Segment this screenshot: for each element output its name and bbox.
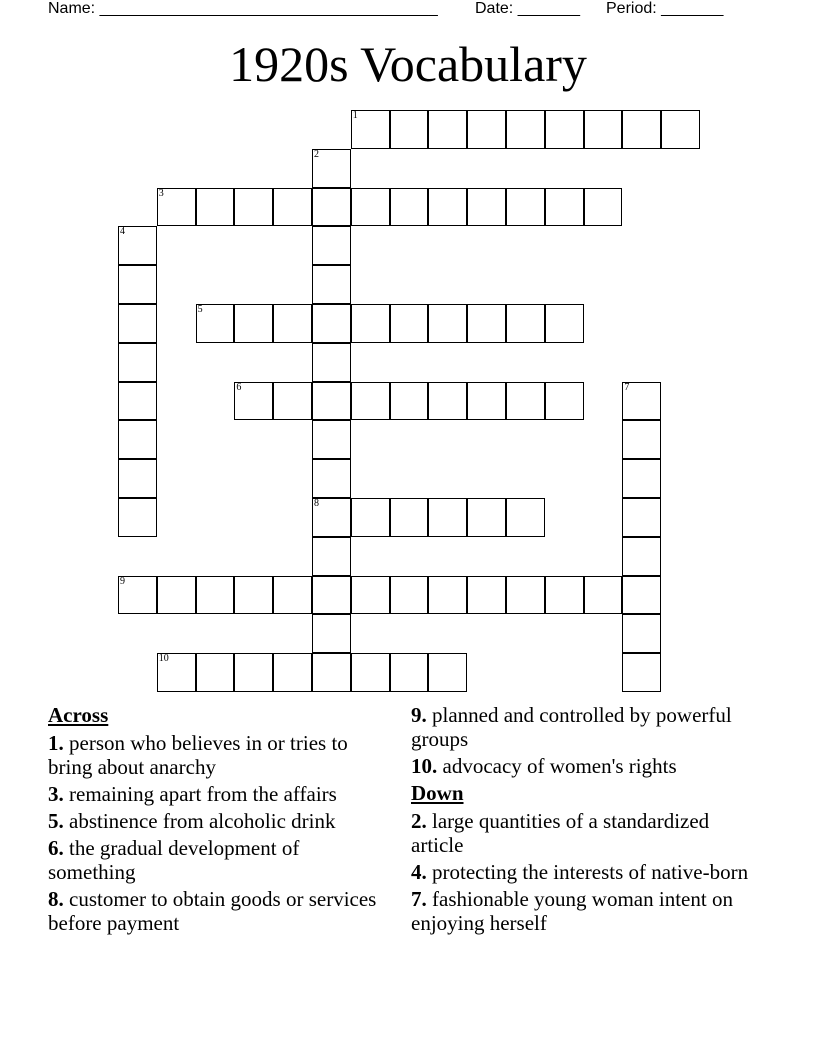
cell-number: 8: [314, 498, 319, 509]
crossword-cell[interactable]: [312, 265, 351, 304]
crossword-cell[interactable]: [428, 304, 467, 343]
crossword-cell[interactable]: [234, 304, 273, 343]
crossword-cell[interactable]: [157, 653, 196, 692]
crossword-cell[interactable]: [467, 188, 506, 227]
crossword-cell[interactable]: [273, 653, 312, 692]
down-heading: Down: [411, 781, 464, 805]
crossword-cell[interactable]: [390, 576, 429, 615]
crossword-cell[interactable]: [118, 382, 157, 421]
crossword-cell[interactable]: [312, 653, 351, 692]
clue-down-4: [411, 860, 751, 884]
cell-number: 9: [120, 575, 125, 587]
crossword-cell[interactable]: [273, 304, 312, 343]
crossword-cell[interactable]: [118, 459, 157, 498]
crossword-cell[interactable]: [351, 576, 390, 615]
clues-column-left: [48, 703, 388, 938]
crossword-cell[interactable]: [467, 382, 506, 421]
crossword-cell[interactable]: [428, 576, 467, 615]
crossword-cell[interactable]: [118, 576, 157, 615]
across-heading: Across: [48, 703, 109, 727]
crossword-cell[interactable]: [428, 110, 467, 149]
crossword-cell[interactable]: [506, 110, 545, 149]
clue-text: fashionable young woman intent on enjoying herself: [411, 887, 733, 935]
date-field-label: Date: _______: [475, 0, 580, 17]
crossword-cell[interactable]: [312, 614, 351, 653]
crossword-cell[interactable]: [467, 576, 506, 615]
clue-text: customer to obtain goods or services before payment: [48, 887, 377, 935]
clue-number: 2.: [411, 809, 427, 833]
crossword-cell[interactable]: [467, 498, 506, 537]
clue-down-2: [411, 809, 751, 857]
crossword-cell[interactable]: [351, 498, 390, 537]
crossword-cell[interactable]: [622, 537, 661, 576]
period-field-label: Period: _______: [606, 0, 724, 17]
crossword-cell[interactable]: [584, 110, 623, 149]
clue-number: 4.: [411, 860, 427, 884]
crossword-cell[interactable]: [312, 304, 351, 343]
crossword-cell[interactable]: [622, 498, 661, 537]
crossword-cell[interactable]: [118, 304, 157, 343]
clue-down-7: [411, 887, 751, 935]
clue-number: 3.: [48, 782, 64, 806]
crossword-cell[interactable]: [196, 304, 235, 343]
clue-number: 8.: [48, 887, 64, 911]
crossword-cell[interactable]: [545, 576, 584, 615]
crossword-cell[interactable]: [273, 188, 312, 227]
crossword-cell[interactable]: [622, 459, 661, 498]
clue-across-8: [48, 887, 388, 935]
crossword-cell[interactable]: [390, 110, 429, 149]
clue-number: 5.: [48, 809, 64, 833]
crossword-cell[interactable]: [506, 576, 545, 615]
crossword-cell[interactable]: [467, 110, 506, 149]
crossword-cell[interactable]: [545, 382, 584, 421]
crossword-cell[interactable]: [234, 653, 273, 692]
crossword-cell[interactable]: [312, 188, 351, 227]
crossword-cell[interactable]: [506, 188, 545, 227]
clue-text: advocacy of women's rights: [442, 754, 677, 778]
crossword-cell[interactable]: [312, 459, 351, 498]
crossword-cell[interactable]: [545, 110, 584, 149]
cell-number: 3: [158, 187, 164, 199]
crossword-cell[interactable]: [157, 188, 196, 227]
clue-number: 10.: [411, 754, 438, 778]
clue-across-3: [48, 782, 388, 806]
clue-text: the gradual development of something: [48, 836, 300, 884]
crossword-cell[interactable]: [428, 653, 467, 692]
crossword-cell[interactable]: [196, 576, 235, 615]
crossword-cell[interactable]: [312, 537, 351, 576]
crossword-cell[interactable]: [273, 576, 312, 615]
clue-text: planned and controlled by powerful groups: [411, 703, 732, 751]
crossword-cell[interactable]: [506, 498, 545, 537]
crossword-cell[interactable]: [312, 382, 351, 421]
crossword-cell[interactable]: [390, 653, 429, 692]
crossword-cell[interactable]: [390, 498, 429, 537]
clue-text: abstinence from alcoholic drink: [69, 809, 336, 833]
crossword-cell[interactable]: [545, 304, 584, 343]
crossword-cell[interactable]: [312, 420, 351, 459]
crossword-cell[interactable]: [622, 382, 661, 421]
crossword-cell[interactable]: [118, 226, 157, 265]
clue-text: remaining apart from the affairs: [69, 782, 337, 806]
clue-number: 7.: [411, 887, 427, 911]
crossword-cell[interactable]: [351, 304, 390, 343]
crossword-cell[interactable]: [506, 304, 545, 343]
cell-number: 2: [314, 148, 319, 160]
page-title: 1920s Vocabulary: [229, 36, 587, 92]
crossword-cell[interactable]: [584, 576, 623, 615]
crossword-cell[interactable]: [428, 188, 467, 227]
crossword-cell[interactable]: [622, 576, 661, 615]
crossword-cell[interactable]: [584, 188, 623, 227]
crossword-cell[interactable]: [351, 110, 390, 149]
crossword-cell[interactable]: [118, 265, 157, 304]
crossword-cell[interactable]: [622, 420, 661, 459]
clue-number: 6.: [48, 836, 64, 860]
crossword-cell[interactable]: [428, 382, 467, 421]
clue-number: 1.: [48, 731, 64, 755]
crossword-cell[interactable]: [622, 110, 661, 149]
crossword-cell[interactable]: [234, 576, 273, 615]
crossword-cell[interactable]: [545, 188, 584, 227]
cell-number: 5: [197, 304, 203, 315]
crossword-cell[interactable]: [351, 653, 390, 692]
clue-number: 9.: [411, 703, 427, 727]
crossword-cell[interactable]: [118, 420, 157, 459]
crossword-cell[interactable]: [312, 576, 351, 615]
clue-across-1: [48, 731, 388, 779]
cell-number: 6: [236, 381, 242, 393]
crossword-cell[interactable]: [351, 188, 390, 227]
clue-across-5: [48, 809, 388, 833]
crossword-cell[interactable]: [118, 498, 157, 537]
crossword-cell[interactable]: [312, 226, 351, 265]
crossword-cell[interactable]: [234, 382, 273, 421]
crossword-cell[interactable]: [622, 653, 661, 692]
crossword-cell[interactable]: [312, 343, 351, 382]
crossword-cell[interactable]: [312, 149, 351, 188]
crossword-cell[interactable]: [661, 110, 700, 149]
crossword-cell[interactable]: [390, 304, 429, 343]
crossword-cell[interactable]: [390, 188, 429, 227]
cell-number: 7: [624, 381, 630, 393]
crossword-cell[interactable]: [506, 382, 545, 421]
crossword-cell[interactable]: [428, 498, 467, 537]
crossword-cell[interactable]: [351, 382, 390, 421]
clue-text: large quantities of a standardized article: [411, 809, 710, 857]
clue-text: person who believes in or tries to bring about anarchy: [48, 731, 348, 779]
clue-across-9: [411, 703, 751, 751]
clue-text: protecting the interests of native-born: [432, 860, 749, 884]
crossword-cell[interactable]: [622, 614, 661, 653]
cell-number: 4: [120, 226, 125, 238]
cell-number: 10: [158, 653, 169, 665]
clue-across-10: [411, 754, 751, 778]
crossword-cell[interactable]: [196, 653, 235, 692]
crossword-cell[interactable]: [234, 188, 273, 227]
cell-number: 1: [352, 110, 358, 121]
crossword-cell[interactable]: [157, 576, 196, 615]
clues-column-right: [411, 703, 751, 938]
crossword-cell[interactable]: [467, 304, 506, 343]
crossword-cell[interactable]: [196, 188, 235, 227]
crossword-cell[interactable]: [118, 343, 157, 382]
crossword-cell[interactable]: [312, 498, 351, 537]
crossword-cell[interactable]: [390, 382, 429, 421]
name-field-label: Name: ______________________________________: [48, 0, 438, 17]
crossword-cell[interactable]: [273, 382, 312, 421]
clue-across-6: [48, 836, 388, 884]
